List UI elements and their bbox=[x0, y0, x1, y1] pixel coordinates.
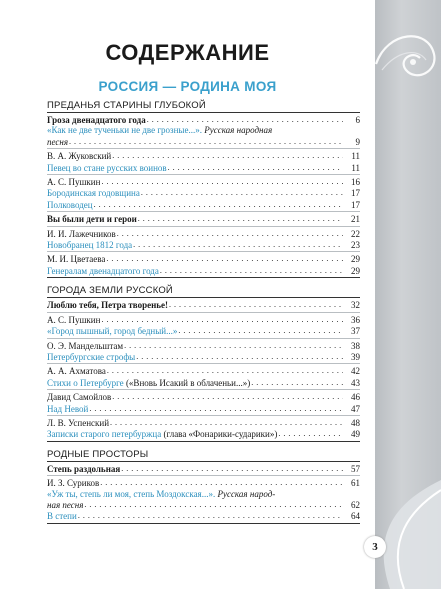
toc-entry-title: А. С. Пушкин bbox=[47, 314, 101, 325]
toc-page-number: 49 bbox=[351, 429, 360, 440]
toc-page-number: 43 bbox=[351, 377, 360, 388]
toc-entry[interactable] bbox=[47, 391, 360, 402]
toc-entry[interactable] bbox=[47, 499, 360, 510]
toc-page-number: 21 bbox=[351, 214, 360, 225]
dot-leader bbox=[117, 228, 343, 239]
toc-entry-title: Вы были дети и герои bbox=[47, 214, 137, 225]
toc-entry-title: В. А. Жуковский bbox=[47, 151, 112, 162]
dot-leader bbox=[101, 176, 343, 187]
dot-leader bbox=[84, 499, 343, 510]
toc-entry[interactable] bbox=[47, 213, 360, 224]
toc-entry-title: О. Э. Мандельштам bbox=[47, 340, 124, 351]
toc-page-number: 61 bbox=[351, 478, 360, 489]
page-title: СОДЕРЖАНИЕ bbox=[105, 40, 270, 65]
dot-leader bbox=[112, 391, 343, 402]
toc-group bbox=[47, 252, 360, 278]
toc-entry-title: А. А. Ахматова bbox=[47, 366, 106, 377]
dot-leader bbox=[78, 510, 343, 521]
toc-entry-title: Гроза двенадцатого года bbox=[47, 115, 146, 125]
toc-entry-title: Новобранец 1812 года bbox=[47, 240, 133, 251]
dot-leader bbox=[110, 417, 343, 428]
toc-page-number: 9 bbox=[355, 136, 360, 147]
toc-entry[interactable] bbox=[47, 365, 360, 376]
toc-entry-line[interactable]: «Уж ты, степь ли моя, степь Моздокская...». Русская народ- bbox=[47, 488, 276, 499]
toc-page-number: 42 bbox=[351, 366, 360, 377]
toc-page-number: 23 bbox=[351, 240, 360, 251]
dot-leader bbox=[136, 351, 343, 362]
toc-entry[interactable] bbox=[47, 510, 360, 521]
toc-entry[interactable] bbox=[47, 187, 360, 198]
dot-leader bbox=[141, 187, 343, 198]
part-subtitle: РОССИЯ — РОДИНА МОЯ bbox=[98, 79, 277, 94]
toc-entry-title: Степь раздольная bbox=[47, 463, 121, 474]
toc-entry[interactable] bbox=[47, 351, 360, 362]
toc-page-number: 62 bbox=[351, 499, 360, 510]
toc-page-number: 57 bbox=[351, 463, 360, 474]
toc-entry-title: В степи bbox=[47, 511, 77, 522]
decorative-wave-icon bbox=[360, 480, 441, 589]
toc-group bbox=[47, 339, 360, 365]
toc-entry[interactable] bbox=[47, 477, 360, 488]
toc-entry[interactable] bbox=[47, 463, 360, 474]
section-gap bbox=[47, 442, 360, 449]
dot-leader bbox=[178, 325, 343, 336]
dot-leader bbox=[121, 463, 343, 474]
toc-group bbox=[47, 313, 360, 339]
toc-entry-title: «Город пышный, город бедный...» bbox=[47, 326, 178, 337]
dot-leader bbox=[106, 253, 343, 264]
dot-leader bbox=[124, 340, 343, 351]
toc-entry[interactable] bbox=[47, 428, 360, 439]
toc-group bbox=[47, 227, 360, 253]
toc-entry[interactable] bbox=[47, 228, 360, 239]
toc-entry-title: И. И. Лажечников bbox=[47, 228, 116, 239]
toc-page-number: 47 bbox=[351, 403, 360, 414]
toc-entry-title: Полководец bbox=[47, 199, 93, 210]
toc-group bbox=[47, 462, 360, 476]
toc-entry[interactable] bbox=[47, 403, 360, 414]
section-heading: ГОРОДА ЗЕМЛИ РУССКОЙ bbox=[47, 285, 360, 298]
toc-page-number: 6 bbox=[355, 115, 360, 125]
toc-page-number: 17 bbox=[351, 188, 360, 199]
toc-group bbox=[47, 175, 360, 212]
toc-entry-title: ная песня bbox=[47, 499, 84, 510]
section-heading: РОДНЫЕ ПРОСТОРЫ bbox=[47, 449, 360, 462]
dot-leader bbox=[94, 199, 343, 210]
toc-entry[interactable] bbox=[47, 176, 360, 187]
dot-leader bbox=[89, 403, 343, 414]
dot-leader bbox=[133, 239, 343, 250]
toc-page-number: 36 bbox=[351, 314, 360, 325]
toc-entry-title: А. С. Пушкин bbox=[47, 177, 101, 188]
dot-leader bbox=[160, 265, 343, 276]
dot-leader bbox=[251, 377, 343, 388]
toc-entry-line[interactable]: «Как не две тученьки не две грозные...». Русская народная bbox=[47, 125, 273, 136]
toc-page-number: 48 bbox=[351, 417, 360, 428]
toc-entry[interactable] bbox=[47, 253, 360, 264]
toc-group bbox=[47, 149, 360, 175]
toc-entry[interactable] bbox=[47, 299, 360, 310]
toc-page-number: 22 bbox=[351, 228, 360, 239]
toc-entry-title: М. И. Цветаева bbox=[47, 254, 106, 265]
toc-page-number: 11 bbox=[351, 151, 360, 162]
toc-group bbox=[47, 390, 360, 416]
table-of-contents bbox=[47, 100, 360, 524]
section-heading: ПРЕДАНЬЯ СТАРИНЫ ГЛУБОКОЙ bbox=[47, 100, 360, 113]
toc-entry[interactable] bbox=[47, 136, 360, 147]
toc-group bbox=[47, 364, 360, 390]
toc-entry[interactable] bbox=[47, 265, 360, 276]
toc-entry[interactable] bbox=[47, 325, 360, 336]
toc-entry-title: И. З. Суриков bbox=[47, 478, 100, 489]
dot-leader bbox=[69, 136, 343, 147]
toc-page-number: 38 bbox=[351, 340, 360, 351]
toc-page-number: 16 bbox=[351, 177, 360, 188]
toc-entry[interactable] bbox=[47, 162, 360, 173]
toc-page-number: 29 bbox=[351, 254, 360, 265]
toc-entry-title: песня bbox=[47, 136, 69, 147]
toc-entry-title: Люблю тебя, Петра творенье! bbox=[47, 300, 169, 311]
dot-leader bbox=[100, 477, 343, 488]
page-number: 3 bbox=[364, 536, 386, 558]
toc-entry[interactable] bbox=[47, 114, 360, 125]
toc-entry-title: Записки старого петербуржца (глава «Фонарики-сударики») bbox=[47, 429, 278, 440]
toc-entry-title: Стихи о Петербурге («Вновь Исакий в облаченьи...») bbox=[47, 377, 251, 388]
toc-entry[interactable] bbox=[47, 417, 360, 428]
toc-entry-title: Бородинская годовщина bbox=[47, 188, 140, 199]
toc-entry-title: Генералам двенадцатого года bbox=[47, 265, 159, 276]
dot-leader bbox=[168, 162, 343, 173]
toc-entry[interactable] bbox=[47, 340, 360, 351]
toc-entry-title: Петербургские строфы bbox=[47, 351, 136, 362]
dot-leader bbox=[147, 114, 343, 125]
decorative-swirl-icon bbox=[368, 20, 441, 90]
dot-leader bbox=[138, 213, 343, 224]
dot-leader bbox=[112, 150, 343, 161]
toc-page-number: 39 bbox=[351, 351, 360, 362]
toc-group bbox=[47, 212, 360, 226]
toc-page-number: 32 bbox=[351, 300, 360, 311]
dot-leader bbox=[107, 365, 343, 376]
toc-group bbox=[47, 113, 360, 149]
toc-entry[interactable] bbox=[47, 239, 360, 250]
toc-entry-title: Давид Самойлов bbox=[47, 392, 112, 403]
toc-entry[interactable] bbox=[47, 314, 360, 325]
dot-leader bbox=[169, 299, 343, 310]
toc-entry-title: Л. В. Успенский bbox=[47, 417, 110, 428]
toc-page-number: 29 bbox=[351, 265, 360, 276]
toc-page-number: 37 bbox=[351, 326, 360, 337]
toc-entry-title: Певец во стане русских воинов bbox=[47, 162, 167, 173]
toc-entry-title: Над Невой bbox=[47, 403, 89, 414]
toc-group bbox=[47, 298, 360, 312]
toc-page-number: 64 bbox=[351, 511, 360, 522]
toc-entry[interactable] bbox=[47, 377, 360, 388]
toc-page-number: 46 bbox=[351, 392, 360, 403]
toc-group bbox=[47, 476, 360, 524]
toc-entry[interactable] bbox=[47, 150, 360, 161]
dot-leader bbox=[278, 428, 343, 439]
toc-entry[interactable] bbox=[47, 199, 360, 210]
toc-group bbox=[47, 416, 360, 442]
toc-page-number: 11 bbox=[351, 162, 360, 173]
dot-leader bbox=[101, 314, 343, 325]
toc-page-number: 17 bbox=[351, 199, 360, 210]
